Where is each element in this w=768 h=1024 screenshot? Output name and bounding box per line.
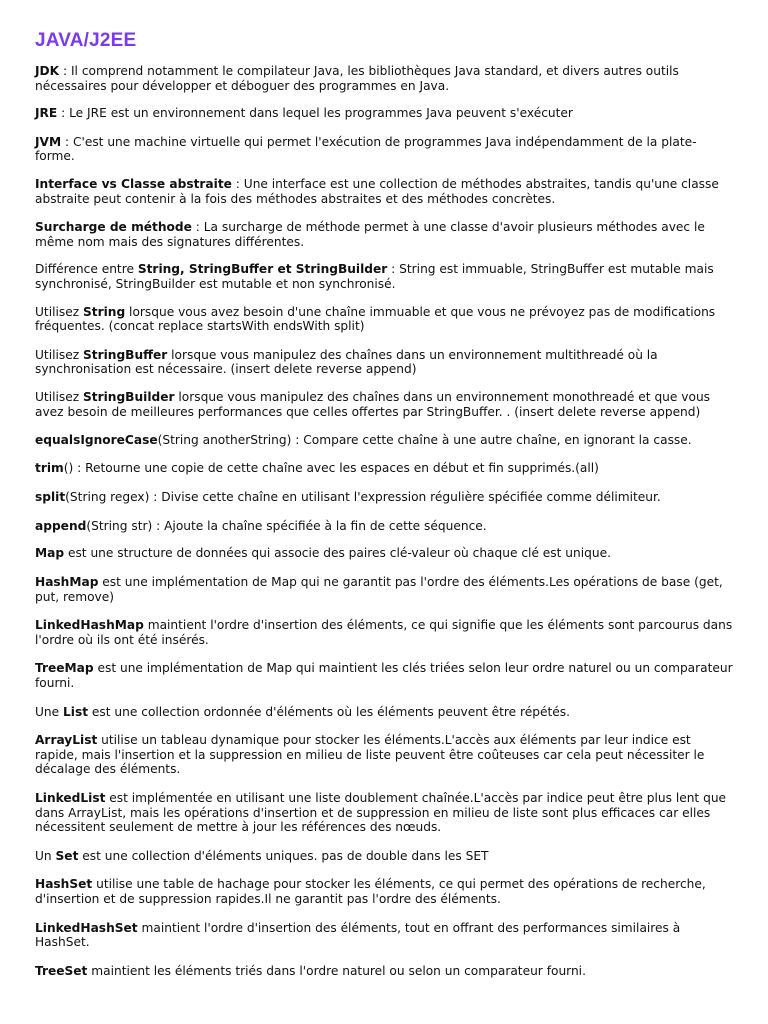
definition-entry: [35, 877, 735, 906]
definition-entry: [35, 220, 735, 249]
entry-description: (String anotherString) : Compare cette chaîne à une autre chaîne, en ignorant la casse.: [157, 433, 692, 448]
definition-entry: [35, 661, 735, 690]
entry-description: : Le JRE est un environnement dans lequel les programmes Java peuvent s'exécuter: [57, 106, 573, 121]
entry-term: split: [35, 490, 66, 505]
entry-description: est une structure de données qui associe des paires clé-valeur où chaque clé est unique.: [64, 546, 611, 561]
definition-entry: [35, 135, 735, 164]
entry-prefix: Utilisez: [35, 304, 83, 319]
definition-entry: [35, 348, 735, 377]
entry-description: (String regex) : Divise cette chaîne en utilisant l'expression régulière spécifiée comme délimiteur.: [65, 490, 661, 505]
entry-term: HashSet: [35, 877, 93, 892]
definition-entry: [35, 921, 735, 950]
entry-description: () : Retourne une copie de cette chaîne avec les espaces en début et fin supprimés.(all): [63, 460, 599, 475]
entry-description: maintient les éléments triés dans l'ordre naturel ou selon un comparateur fourni.: [87, 963, 586, 978]
entry-description: (String str) : Ajoute la chaîne spécifiée à la fin de cette séquence.: [86, 518, 487, 533]
definition-entry: [35, 461, 735, 476]
definition-entry: [35, 964, 735, 979]
entry-term: List: [63, 704, 89, 719]
entry-term: String: [82, 304, 126, 319]
entry-term: JDK: [35, 64, 60, 78]
entry-description: lorsque vous avez besoin d'une chaîne immuable et que vous ne prévoyez pas de modifications fréquentes. (concat replace startsWith endsWith split): [35, 304, 716, 334]
definition-entry: [35, 546, 735, 561]
entry-description: lorsque vous manipulez des chaînes dans un environnement monothreadé et que vous avez besoin de meilleures performances que celles offertes par StringBuffer. . (insert delete reverse append): [35, 389, 711, 419]
entry-prefix: Un: [35, 848, 56, 863]
definition-entry: [35, 106, 735, 121]
entry-list: [35, 64, 735, 978]
entry-prefix: Utilisez: [35, 347, 83, 362]
definition-entry: [35, 177, 735, 206]
entry-term: Interface vs Classe abstraite: [35, 176, 232, 191]
entry-term: Map: [35, 546, 65, 561]
entry-description: lorsque vous manipulez des chaînes dans un environnement multithreadé où la synchronisation est nécessaire. (insert delete reverse append): [35, 347, 658, 377]
definition-entry: [35, 791, 735, 835]
definition-entry: [35, 490, 735, 505]
entry-description: est une implémentation de Map qui ne garantit pas l'ordre des éléments.Les opérations de base (get, put, remove): [35, 575, 723, 604]
definition-entry: [35, 262, 735, 291]
entry-description: : C'est une machine virtuelle qui permet l'exécution de programmes Java indépendamment de la plate-forme.: [35, 134, 697, 164]
entry-prefix: Une: [35, 704, 64, 719]
entry-term: JVM: [35, 134, 62, 149]
entry-term: TreeSet: [35, 963, 88, 978]
definition-entry: [35, 390, 735, 419]
entry-term: LinkedHashMap: [35, 618, 144, 633]
entry-term: StringBuilder: [82, 389, 175, 404]
definition-entry: [35, 733, 735, 777]
definition-entry: [35, 849, 735, 864]
entry-term: StringBuffer: [82, 347, 168, 362]
definition-entry: [35, 305, 735, 334]
entry-prefix: Différence entre: [35, 262, 138, 277]
entry-description: utilise un tableau dynamique pour stocker les éléments.L'accès aux éléments par leur indice est rapide, mais l'insertion et la suppression en milieu de liste peuvent être coûteuses car cela peut nécessiter le décalage des éléments.: [35, 733, 705, 777]
entry-description: maintient l'ordre d'insertion des éléments, tout en offrant des performances similaires à HashSet.: [35, 920, 681, 950]
definition-entry: [35, 519, 735, 534]
entry-description: : La surcharge de méthode permet à une classe d'avoir plusieurs méthodes avec le même nom mais des signatures différentes.: [35, 220, 705, 249]
entry-term: TreeMap: [35, 661, 94, 676]
document-title: JAVA/J2EE: [35, 30, 137, 51]
entry-description: maintient l'ordre d'insertion des éléments, ce qui signifie que les éléments sont parcourus dans l'ordre où ils ont été insérés.: [35, 618, 733, 647]
document-page: [35, 30, 735, 978]
entry-description: : Il comprend notamment le compilateur Java, les bibliothèques Java standard, et divers autres outils nécessaires pour développer et déboguer des programmes en Java.: [35, 64, 679, 93]
entry-description: est implémentée en utilisant une liste doublement chaînée.L'accès par indice peut être plus lent que dans ArrayList, mais les opérations d'insertion et de suppression en milieu de liste sont plus efficaces car elles nécessitent seulement de mettre à jour les références des nœuds.: [35, 791, 727, 835]
entry-description: est une collection d'éléments uniques. pas de double dans les SET: [78, 848, 489, 863]
entry-term: equalsIgnoreCase: [35, 433, 158, 448]
entry-description: utilise une table de hachage pour stocker les éléments, ce qui permet des opérations de recherche, d'insertion et de suppression rapides.Il ne garantit pas l'ordre des éléments.: [35, 877, 706, 906]
entry-term: append: [35, 518, 87, 533]
entry-term: Surcharge de méthode: [35, 220, 192, 235]
entry-term: JRE: [35, 106, 58, 121]
entry-prefix: Utilisez: [35, 389, 83, 404]
entry-description: : Une interface est une collection de méthodes abstraites, tandis qu'une classe abstraite peut contenir à la fois des méthodes abstraites et des méthodes concrètes.: [35, 176, 719, 206]
entry-term: ArrayList: [35, 733, 98, 748]
definition-entry: [35, 575, 735, 604]
entry-term: Set: [55, 848, 79, 863]
entry-term: String, StringBuffer et StringBuilder: [137, 262, 388, 277]
definition-entry: [35, 433, 735, 448]
entry-description: est une implémentation de Map qui maintient les clés triées selon leur ordre naturel ou un comparateur fourni.: [35, 661, 733, 691]
entry-term: LinkedList: [35, 791, 106, 805]
entry-term: LinkedHashSet: [35, 920, 138, 935]
definition-entry: [35, 64, 735, 93]
definition-entry: [35, 705, 735, 720]
entry-description: est une collection ordonnée d'éléments où les éléments peuvent être répétés.: [88, 704, 570, 719]
entry-term: trim: [35, 460, 64, 475]
entry-description: : String est immuable, StringBuffer est mutable mais synchronisé, StringBuilder est mutable et non synchronisé.: [35, 262, 714, 291]
entry-term: HashMap: [35, 575, 99, 590]
definition-entry: [35, 618, 735, 647]
